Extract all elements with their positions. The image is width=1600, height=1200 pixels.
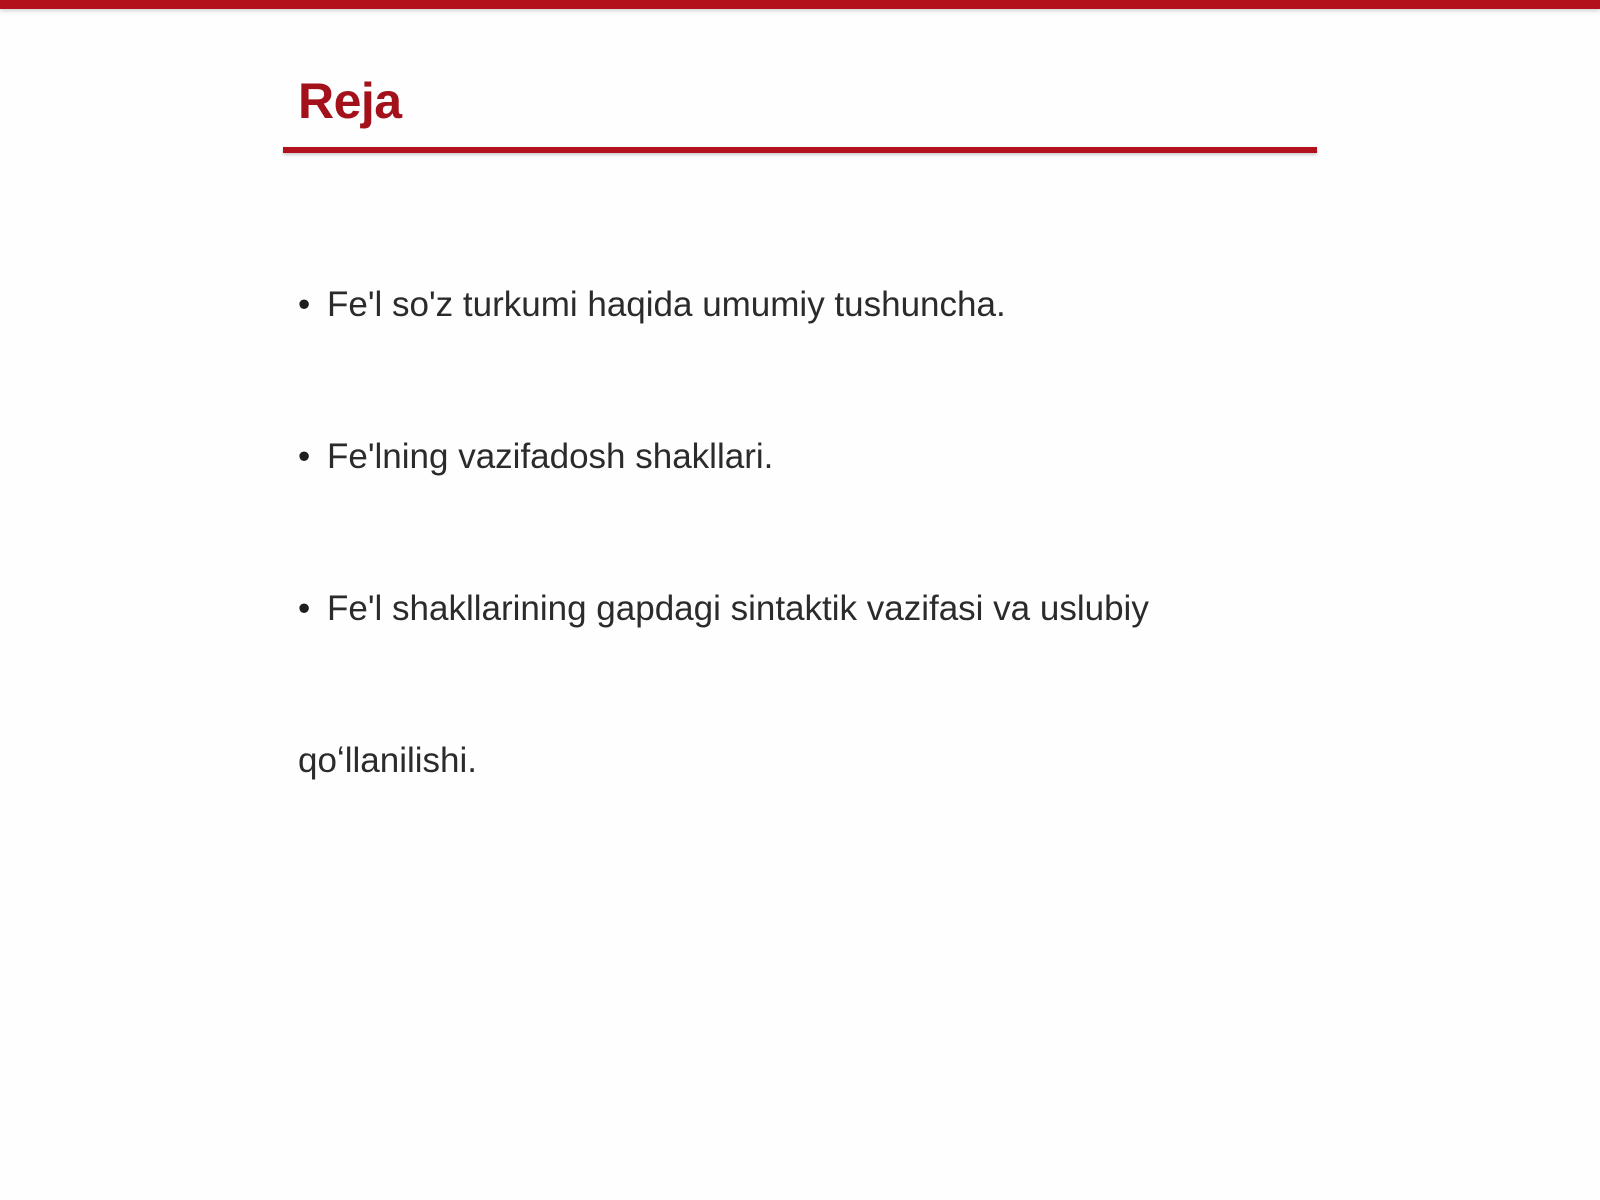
- title-underline: [283, 147, 1317, 153]
- list-item: [298, 422, 1298, 574]
- list-item: [298, 270, 1298, 422]
- list-item-text: Fe'l so'z turkumi haqida umumiy tushuncha.: [327, 285, 1006, 324]
- top-accent-bar: [0, 0, 1600, 9]
- bullet-icon: •: [298, 589, 311, 628]
- list-item: [298, 574, 1298, 726]
- bullet-list: [298, 270, 1298, 878]
- list-item-text: Fe'l shakllarining gapdagi sintaktik vazifasi va uslubiy: [327, 589, 1149, 628]
- bullet-icon: •: [298, 285, 311, 324]
- bullet-icon: •: [298, 437, 311, 476]
- slide-title: Reja: [298, 73, 402, 129]
- list-item-text: qoʻllanilishi.: [298, 741, 477, 780]
- list-item-text: Fe'lning vazifadosh shakllari.: [327, 437, 774, 476]
- list-item-continuation: [298, 726, 1298, 878]
